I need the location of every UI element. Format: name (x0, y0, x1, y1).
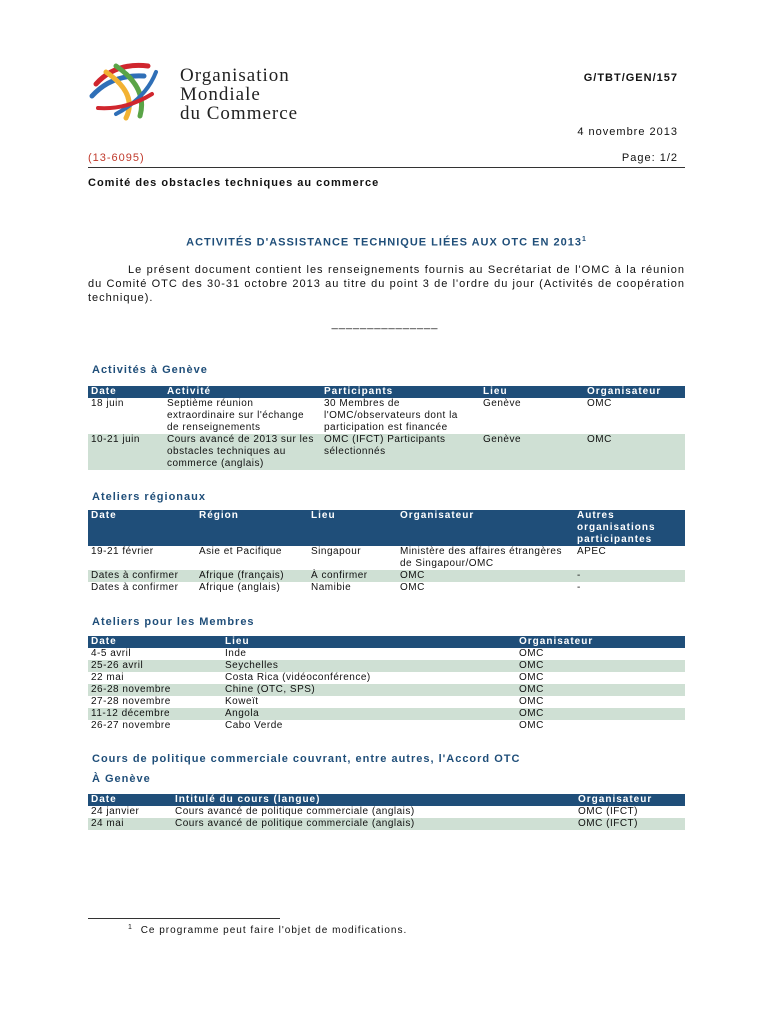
column-header: Date (88, 636, 222, 648)
cell-date: 18 juin (88, 398, 164, 434)
column-header: Organisateur (584, 386, 685, 398)
cell-date: 24 mai (88, 818, 172, 830)
cell-other-orgs: - (574, 582, 685, 594)
courses-table (88, 794, 685, 830)
cell-participants: 30 Membres de l'OMC/observateurs dont la participation est financée (321, 398, 480, 434)
table-row (88, 720, 685, 732)
cell-place: Namibie (308, 582, 397, 594)
cell-date: Dates à confirmer (88, 582, 196, 594)
separator-line: _______________ (331, 318, 439, 330)
cell-other-orgs: - (574, 570, 685, 582)
cell-place: Chine (OTC, SPS) (222, 684, 516, 696)
cell-place: Koweït (222, 696, 516, 708)
cell-organizer: OMC (IFCT) (575, 806, 685, 818)
cell-activity: Septième réunion extraordinaire sur l'échange de renseignements (164, 398, 321, 434)
cell-place: Seychelles (222, 660, 516, 672)
org-name-line1: Organisation (180, 65, 290, 86)
cell-place: Genève (480, 398, 584, 434)
document-symbol: G/TBT/GEN/157 (583, 72, 678, 84)
committee-name: Comité des obstacles techniques au commerce (88, 177, 380, 189)
cell-place: Cabo Verde (222, 720, 516, 732)
column-header: Lieu (222, 636, 516, 648)
table-header-row (88, 794, 685, 806)
cell-place: Angola (222, 708, 516, 720)
footnote-text: Ce programme peut faire l'objet de modifications. (140, 925, 408, 937)
table-header-row (88, 386, 685, 398)
column-header: Date (88, 510, 196, 546)
cell-date: 27-28 novembre (88, 696, 222, 708)
header-rule (88, 167, 685, 168)
org-name (180, 66, 298, 123)
cell-place: Inde (222, 648, 516, 660)
cell-organizer: OMC (516, 648, 685, 660)
footnote-ref-1: 1 (581, 236, 587, 243)
column-header: Organisateur (575, 794, 685, 806)
cell-date: 26-27 novembre (88, 720, 222, 732)
column-header: Date (88, 794, 172, 806)
column-header: Lieu (480, 386, 584, 398)
cell-date: 24 janvier (88, 806, 172, 818)
table-row (88, 570, 685, 582)
cell-date: 26-28 novembre (88, 684, 222, 696)
wto-logo-icon (86, 58, 172, 122)
table-row (88, 398, 685, 434)
section-subtitle-geneva: À Genève (92, 773, 151, 785)
cell-date: 11-12 décembre (88, 708, 222, 720)
cell-place: Genève (480, 434, 584, 470)
document-date: 4 novembre 2013 (577, 126, 678, 138)
table-row (88, 648, 685, 660)
cell-other-orgs: APEC (574, 546, 685, 570)
cell-date: 22 mai (88, 672, 222, 684)
column-header: Région (196, 510, 308, 546)
cell-organizer: Ministère des affaires étrangères de Singapour/OMC (397, 546, 574, 570)
table-row (88, 696, 685, 708)
cell-organizer: OMC (516, 708, 685, 720)
table-row (88, 582, 685, 594)
cell-participants: OMC (IFCT) Participants sélectionnés (321, 434, 480, 470)
cell-organizer: OMC (584, 398, 685, 434)
cell-date: 19-21 février (88, 546, 196, 570)
cell-organizer: OMC (516, 660, 685, 672)
column-header: Organisateur (397, 510, 574, 546)
section-title-geneva: Activités à Genève (92, 364, 208, 376)
cell-place: À confirmer (308, 570, 397, 582)
table-header-row (88, 636, 685, 648)
column-header: Intitulé du cours (langue) (172, 794, 575, 806)
cell-organizer: OMC (IFCT) (575, 818, 685, 830)
document-title (88, 236, 685, 249)
cell-place: Singapour (308, 546, 397, 570)
table-row (88, 434, 685, 470)
table-row (88, 546, 685, 570)
cell-organizer: OMC (516, 672, 685, 684)
wto-logo (86, 58, 172, 122)
org-name-line3: du Commerce (180, 103, 299, 124)
cell-date: Dates à confirmer (88, 570, 196, 582)
cell-region: Afrique (français) (196, 570, 308, 582)
table-row (88, 806, 685, 818)
column-header: Activité (164, 386, 321, 398)
table-row (88, 818, 685, 830)
document-title-text: ACTIVITÉS D'ASSISTANCE TECHNIQUE LIÉES AUX OTC EN 2013 (186, 236, 582, 249)
cell-date: 25-26 avril (88, 660, 222, 672)
column-header: Organisateur (516, 636, 685, 648)
cell-course-title: Cours avancé de politique commerciale (anglais) (172, 818, 575, 830)
cell-course-title: Cours avancé de politique commerciale (anglais) (172, 806, 575, 818)
intro-paragraph: Le présent document contient les renseignements fournis au Secrétariat de l'OMC à la réunion du Comité OTC des 30-31 octobre 2013 au titre du point 3 de l'ordre du jour (Activités de coopération technique). (88, 264, 685, 304)
cell-date: 4-5 avril (88, 648, 222, 660)
document-reference: (13-6095) (88, 152, 145, 164)
column-header: Autres organisations participantes (574, 510, 685, 546)
column-header: Participants (321, 386, 480, 398)
column-header: Lieu (308, 510, 397, 546)
table-row (88, 660, 685, 672)
cell-region: Afrique (anglais) (196, 582, 308, 594)
cell-organizer: OMC (397, 570, 574, 582)
members-table (88, 636, 685, 732)
table-header-row (88, 510, 685, 546)
column-header: Date (88, 386, 164, 398)
cell-organizer: OMC (516, 696, 685, 708)
cell-organizer: OMC (584, 434, 685, 470)
table-row (88, 684, 685, 696)
cell-activity: Cours avancé de 2013 sur les obstacles techniques au commerce (anglais) (164, 434, 321, 470)
footnote-mark: 1 (128, 924, 133, 931)
section-title-members: Ateliers pour les Membres (92, 616, 255, 628)
cell-region: Asie et Pacifique (196, 546, 308, 570)
cell-organizer: OMC (397, 582, 574, 594)
regional-table (88, 510, 685, 594)
cell-organizer: OMC (516, 720, 685, 732)
section-title-regional: Ateliers régionaux (92, 491, 206, 503)
footnote (128, 924, 407, 936)
org-name-line2: Mondiale (180, 84, 261, 105)
page-number: Page: 1/2 (621, 152, 678, 164)
cell-organizer: OMC (516, 684, 685, 696)
cell-date: 10-21 juin (88, 434, 164, 470)
cell-place: Costa Rica (vidéoconférence) (222, 672, 516, 684)
table-row (88, 708, 685, 720)
geneva-table (88, 386, 685, 470)
footnote-rule (88, 918, 280, 919)
table-row (88, 672, 685, 684)
section-title-courses: Cours de politique commerciale couvrant, entre autres, l'Accord OTC (92, 753, 521, 765)
